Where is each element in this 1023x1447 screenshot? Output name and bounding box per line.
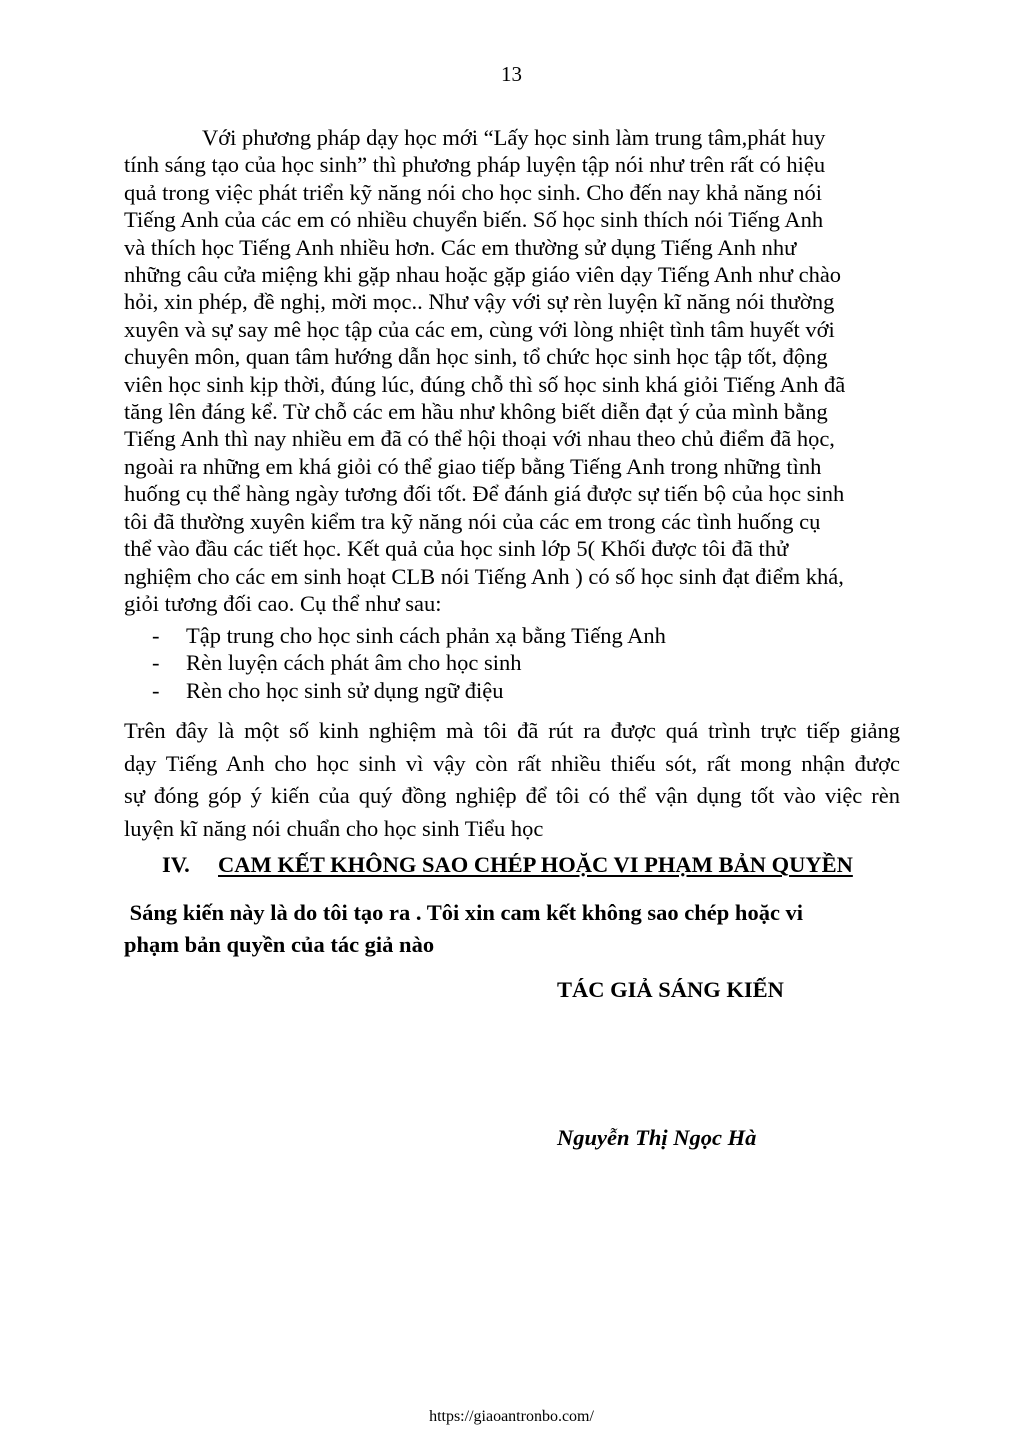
paragraph-line: tôi đã thường xuyên kiểm tra kỹ năng nói của các em trong các tình huống cụ bbox=[124, 508, 821, 534]
paragraph-line: thể vào đầu các tiết học. Kết quả của học sinh lớp 5( Khối được tôi đã thử bbox=[124, 536, 789, 562]
paragraph-line: nghiệm cho các em sinh hoạt CLB nói Tiếng Anh ) có số học sinh đạt điểm khá, bbox=[124, 563, 844, 589]
paragraph-line: Tiếng Anh thì nay nhiều em đã có thể hội thoại với nhau theo chủ điểm đã học, bbox=[124, 426, 835, 452]
paragraph-line: và thích học Tiếng Anh nhiều hơn. Các em thường sử dụng Tiếng Anh như bbox=[124, 234, 797, 260]
list-item bbox=[152, 649, 666, 676]
paragraph-line: hỏi, xin phép, đề nghị, mời mọc.. Như vậy với sự rèn luyện kĩ năng nói thường bbox=[124, 289, 835, 315]
bullet-list bbox=[152, 622, 666, 704]
conclusion-paragraph bbox=[124, 715, 900, 845]
author-label: TÁC GIẢ SÁNG KIẾN bbox=[557, 977, 784, 1002]
paragraph-line: tăng lên đáng kể. Từ chỗ các em hầu như không biết diễn đạt ý của mình bằng bbox=[124, 399, 828, 425]
bullet-marker: - bbox=[152, 623, 160, 648]
paragraph-line: giỏi tương đối cao. Cụ thể như sau: bbox=[124, 590, 442, 616]
list-item-text: Tập trung cho học sinh cách phản xạ bằng Tiếng Anh bbox=[186, 623, 666, 648]
paragraph-line: những câu cửa miệng khi gặp nhau hoặc gặp giáo viên dạy Tiếng Anh như chào bbox=[124, 262, 842, 288]
conclusion-line: Trên đây là một số kinh nghiệm mà tôi đã rút ra được quá trình trực tiếp giảng bbox=[124, 718, 900, 743]
paragraph-line: ngoài ra những em khá giỏi có thể giao tiếp bằng Tiếng Anh trong những tình bbox=[124, 453, 822, 479]
list-item bbox=[152, 622, 666, 649]
list-item-text: Rèn luyện cách phát âm cho học sinh bbox=[186, 650, 522, 676]
page-number: 13 bbox=[501, 62, 522, 86]
author-name: Nguyễn Thị Ngọc Hà bbox=[557, 1125, 757, 1150]
commitment-line: Sáng kiến này là do tôi tạo ra . Tôi xin cam kết không sao chép hoặc vi bbox=[124, 900, 804, 925]
conclusion-line: luyện kĩ năng nói chuẩn cho học sinh Tiểu học bbox=[124, 815, 544, 841]
list-item bbox=[152, 677, 666, 704]
footer-url: https://giaoantronbo.com/ bbox=[429, 1408, 594, 1425]
paragraph-line: viên học sinh kịp thời, đúng lúc, đúng chỗ thì số học sinh khá giỏi Tiếng Anh đã bbox=[124, 371, 846, 397]
paragraph-line: tính sáng tạo của học sinh” thì phương pháp luyện tập nói như trên rất có hiệu bbox=[124, 152, 826, 178]
paragraph-line: quả trong việc phát triển kỹ năng nói cho học sinh. Cho đến nay khả năng nói bbox=[124, 179, 822, 205]
bullet-marker: - bbox=[152, 650, 160, 676]
section-title: CAM KẾT KHÔNG SAO CHÉP HOẶC VI PHẠM BẢN QUYỀN bbox=[218, 852, 853, 877]
section-number: IV. bbox=[162, 852, 190, 877]
list-item-text: Rèn cho học sinh sử dụng ngữ điệu bbox=[186, 677, 504, 703]
main-paragraph bbox=[124, 124, 904, 617]
conclusion-line: sự đóng góp ý kiến của quý đồng nghiệp để tôi có thể vận dụng tốt vào việc rèn bbox=[124, 783, 900, 808]
bullet-marker: - bbox=[152, 677, 160, 703]
paragraph-line: huống cụ thể hàng ngày tương đối tốt. Để đánh giá được sự tiến bộ của học sinh bbox=[124, 481, 845, 507]
conclusion-line: dạy Tiếng Anh cho học sinh vì vậy còn rất nhiều thiếu sót, rất mong nhận được bbox=[124, 750, 900, 776]
paragraph-line: Với phương pháp dạy học mới “Lấy học sinh làm trung tâm,phát huy bbox=[202, 125, 826, 150]
paragraph-line: chuyên môn, quan tâm hướng dẫn học sinh, tổ chức học sinh học tập tốt, động bbox=[124, 344, 828, 370]
section-heading bbox=[162, 852, 853, 878]
paragraph-line: xuyên và sự say mê học tập của các em, cùng với lòng nhiệt tình tâm huyết với bbox=[124, 316, 835, 342]
paragraph-line: Tiếng Anh của các em có nhiều chuyển biến. Số học sinh thích nói Tiếng Anh bbox=[124, 207, 824, 233]
commitment-statement bbox=[124, 897, 803, 961]
commitment-line: phạm bản quyền của tác giả nào bbox=[124, 932, 435, 957]
